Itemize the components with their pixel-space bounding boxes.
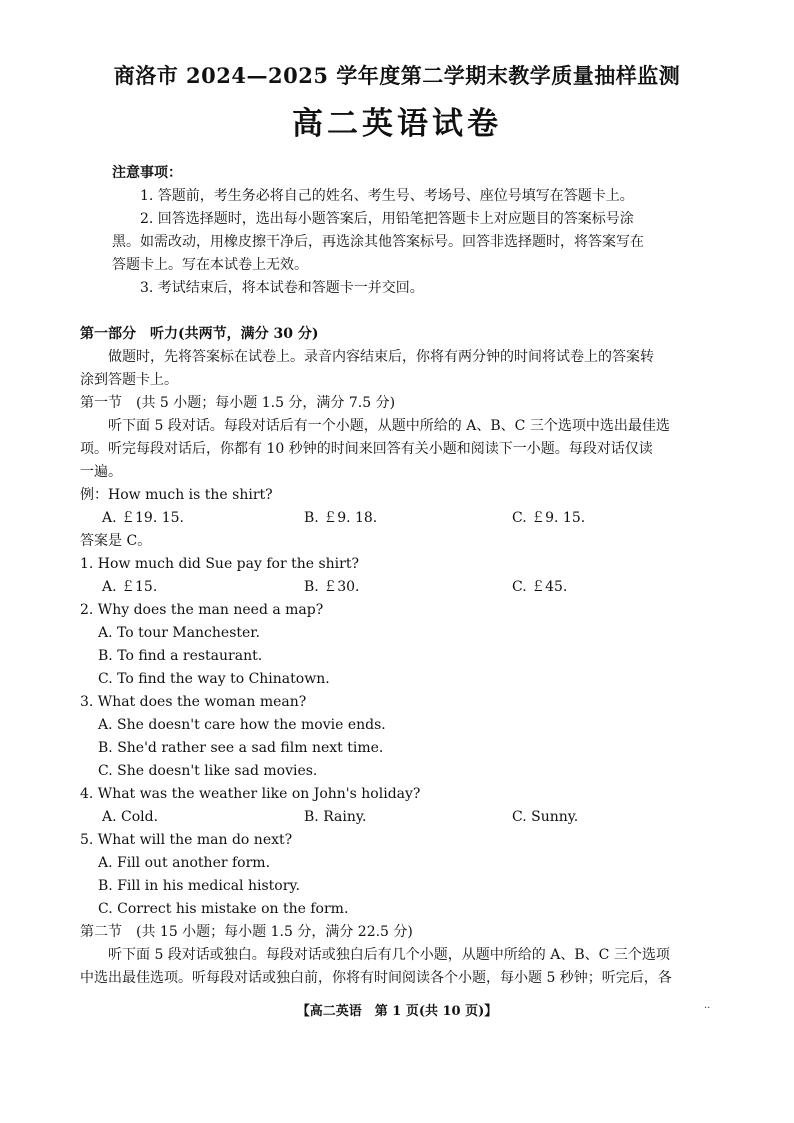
question-3: 3. What does the woman mean? — [80, 694, 307, 710]
example-question: 例：How much is the shirt? — [80, 487, 273, 503]
option-b: B. ￡30. — [304, 579, 360, 595]
option-c: C. To find the way to Chinatown. — [98, 671, 330, 687]
option-c: C. ￡45. — [512, 579, 568, 595]
notice-item-cont: 答题卡上。写在本试卷上无效。 — [112, 257, 308, 273]
page-mark: ·· — [704, 1003, 711, 1014]
exam-title: 高二英语试卷 — [292, 106, 502, 142]
question-4: 4. What was the weather like on John's holiday? — [80, 786, 421, 802]
part1-title: 第一部分 听力(共两节，满分 30 分) — [80, 326, 319, 342]
section1-intro: 听下面 5 段对话。每段对话后有一个小题，从题中所给的 A、B、C 三个选项中选出最佳选 — [108, 418, 670, 434]
option-a: A. ￡19. 15. — [102, 510, 184, 526]
notice-title: 注意事项： — [112, 165, 182, 181]
listening-part — [80, 323, 720, 990]
notice-item: 3. 考试结束后，将本试卷和答题卡一并交回。 — [140, 280, 424, 296]
exam-header-line1: 商洛市 2024—2025 学年度第二学期末教学质量抽样监测 — [113, 63, 681, 88]
notice-item: 1. 答题前，考生务必将自己的姓名、考生号、考场号、座位号填写在答题卡上。 — [140, 188, 634, 204]
option-a: A. Cold. — [102, 809, 159, 825]
part1-intro: 做题时，先将答案标在试卷上。录音内容结束后，你将有两分钟的时间将试卷上的答案转 — [108, 349, 654, 365]
option-c: C. Sunny. — [512, 809, 579, 825]
section1-intro-cont: 一遍。 — [80, 464, 122, 480]
example-options — [80, 507, 720, 530]
question-1-options — [80, 576, 720, 599]
option-b: B. ￡9. 18. — [304, 510, 378, 526]
page-footer: 【高二英语 第 1 页(共 10 页)】 — [296, 1004, 498, 1019]
option-a: A. Fill out another form. — [98, 855, 271, 871]
notice-item: 2. 回答选择题时，选出每小题答案后，用铅笔把答题卡上对应题目的答案标号涂 — [140, 211, 634, 227]
option-a: A. She doesn't care how the movie ends. — [98, 717, 386, 733]
question-1: 1. How much did Sue pay for the shirt? — [80, 556, 359, 572]
section2-title: 第二节 (共 15 小题；每小题 1.5 分，满分 22.5 分) — [80, 924, 413, 940]
option-c: C. She doesn't like sad movies. — [98, 763, 318, 779]
example-answer: 答案是 C。 — [80, 533, 152, 549]
option-a: A. To tour Manchester. — [98, 625, 260, 641]
section2-intro-cont: 中选出最佳选项。听每段对话或独白前，你将有时间阅读各个小题，每小题 5 秒钟；听完后，各 — [80, 970, 672, 986]
option-b: B. To find a restaurant. — [98, 648, 263, 664]
question-2: 2. Why does the man need a map? — [80, 602, 324, 618]
option-b: B. Rainy. — [304, 809, 367, 825]
option-c: C. ￡9. 15. — [512, 510, 586, 526]
option-b: B. She'd rather see a sad film next time. — [98, 740, 384, 756]
notice-block — [112, 162, 712, 300]
section2-intro: 听下面 5 段对话或独白。每段对话或独白后有几个小题，从题中所给的 A、B、C 三个选项 — [108, 947, 670, 963]
option-a: A. ￡15. — [102, 579, 158, 595]
question-5: 5. What will the man do next? — [80, 832, 293, 848]
section1-title: 第一节 (共 5 小题；每小题 1.5 分，满分 7.5 分) — [80, 395, 396, 411]
part1-intro-cont: 涂到答题卡上。 — [80, 372, 178, 388]
section1-intro-cont: 项。听完每段对话后，你都有 10 秒钟的时间来回答有关小题和阅读下一小题。每段对话仅读 — [80, 441, 653, 457]
question-4-options — [80, 806, 720, 829]
option-b: B. Fill in his medical history. — [98, 878, 300, 894]
option-c: C. Correct his mistake on the form. — [98, 901, 349, 917]
notice-item-cont: 黑。如需改动，用橡皮擦干净后，再选涂其他答案标号。回答非选择题时，将答案写在 — [112, 234, 644, 250]
